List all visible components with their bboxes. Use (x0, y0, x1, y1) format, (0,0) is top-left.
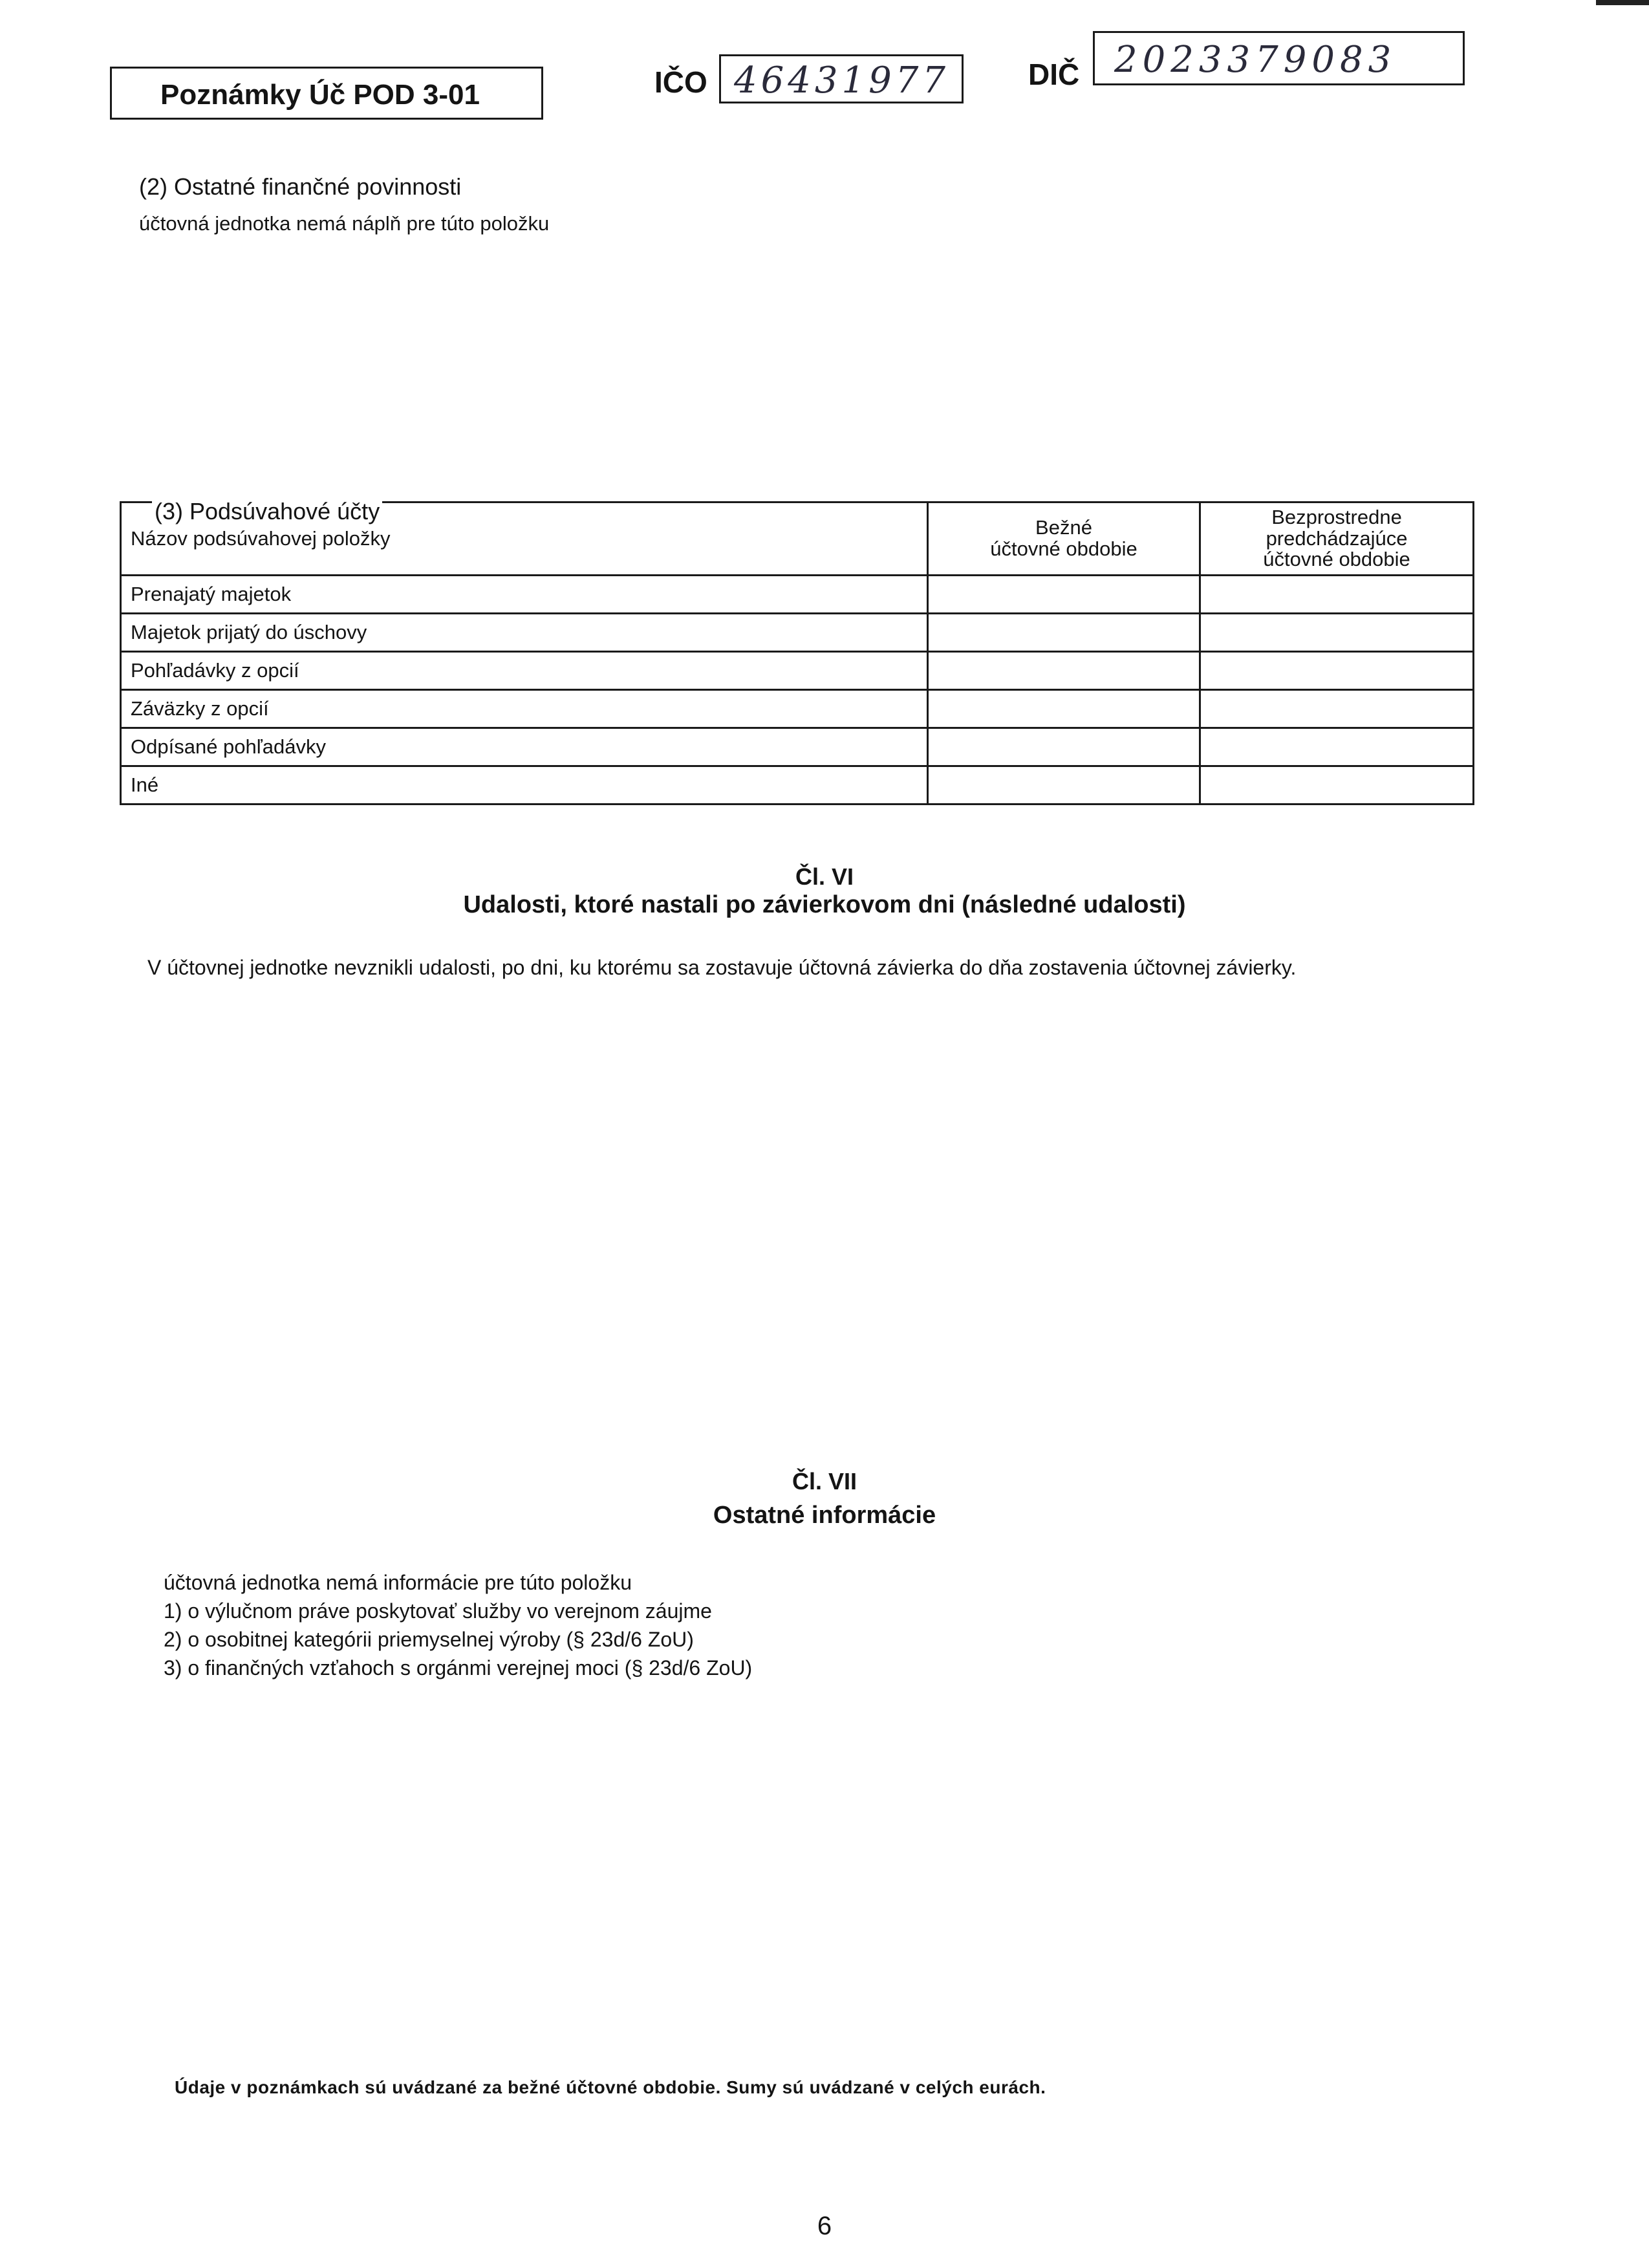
col-name-label: Názov podsúvahovej položky (131, 527, 391, 550)
section-3-title: (3) Podsúvahové účty (152, 498, 382, 525)
footer-note: Údaje v poznámkach sú uvádzané za bežné účtovné obdobie. Sumy sú uvádzané v celých eurách. (175, 2077, 1046, 2097)
table-row (121, 690, 1474, 728)
row-previous-value (1200, 614, 1474, 652)
list-item: 1) o výlučnom práve poskytovať služby vo verejnom záujme (164, 1599, 712, 1623)
row-name: Záväzky z opcií (121, 690, 928, 728)
article-7-intro: účtovná jednotka nemá informácie pre túto položku (164, 1571, 632, 1594)
article-7-number: Čl. VII (792, 1468, 857, 1495)
ico-field: 46431977 (719, 54, 964, 103)
dic-field: 2023379083 (1093, 31, 1465, 85)
col-header-current (927, 502, 1200, 576)
row-name: Prenajatý majetok (121, 576, 928, 614)
table-row (121, 614, 1474, 652)
section-2-title: (2) Ostatné finančné povinnosti (139, 173, 462, 200)
row-current-value (927, 690, 1200, 728)
article-6-text: V účtovnej jednotke nevznikli udalosti, po dni, ku ktorému sa zostavuje účtovná závierka do dňa zostavenia účtovnej závierky. (147, 956, 1297, 979)
row-name: Odpísané pohľadávky (121, 728, 928, 766)
col-current-line1: Bežné (1035, 516, 1092, 539)
dic-label: DIČ (1028, 58, 1080, 91)
row-current-value (927, 766, 1200, 805)
table-row (121, 766, 1474, 805)
row-current-value (927, 728, 1200, 766)
col-prev-line3: účtovné obdobie (1263, 548, 1410, 571)
row-previous-value (1200, 652, 1474, 690)
row-name: Iné (121, 766, 928, 805)
row-current-value (927, 576, 1200, 614)
row-previous-value (1200, 728, 1474, 766)
col-header-previous (1200, 502, 1474, 576)
table-row (121, 728, 1474, 766)
scan-corner-mark (1596, 0, 1649, 5)
article-6-title: Udalosti, ktoré nastali po závierkovom dni (následné udalosti) (463, 891, 1186, 918)
col-prev-line2: predchádzajúce (1266, 526, 1408, 550)
off-balance-table (120, 501, 1474, 805)
list-item: 3) o finančných vzťahoch s orgánmi verejnej moci (§ 23d/6 ZoU) (164, 1656, 753, 1679)
row-previous-value (1200, 576, 1474, 614)
col-current-line2: účtovné obdobie (990, 537, 1137, 560)
col-prev-line1: Bezprostredne (1271, 506, 1402, 529)
table-row (121, 576, 1474, 614)
article-6-number: Čl. VI (795, 863, 854, 890)
list-item: 2) o osobitnej kategórii priemyselnej výroby (§ 23d/6 ZoU) (164, 1628, 694, 1651)
article-7-content (164, 1568, 752, 1682)
table-row (121, 652, 1474, 690)
row-previous-value (1200, 766, 1474, 805)
ico-label: IČO (654, 65, 707, 99)
article-7-title: Ostatné informácie (713, 1502, 936, 1529)
section-2-text: účtovná jednotka nemá náplň pre túto položku (139, 212, 550, 235)
row-name: Majetok prijatý do úschovy (121, 614, 928, 652)
page-number: 6 (817, 2212, 832, 2240)
row-current-value (927, 652, 1200, 690)
form-title: Poznámky Úč POD 3-01 (110, 67, 543, 120)
row-name: Pohľadávky z opcií (121, 652, 928, 690)
row-previous-value (1200, 690, 1474, 728)
row-current-value (927, 614, 1200, 652)
